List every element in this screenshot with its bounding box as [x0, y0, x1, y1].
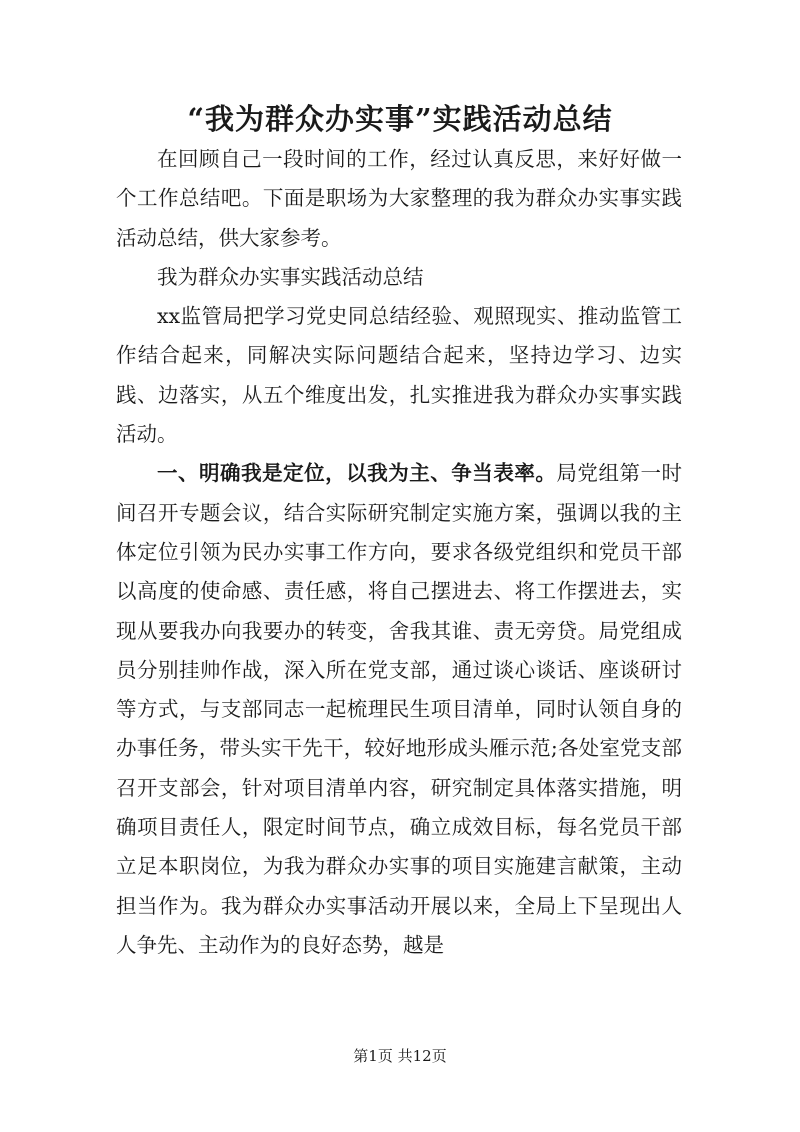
section-1-paragraph — [116, 454, 682, 965]
document-body — [116, 140, 682, 965]
document-subtitle: 我为群众办实事实践活动总结 — [157, 264, 424, 289]
section-1-heading: 一、明确我是定位，以我为主、争当表率。 — [157, 461, 557, 486]
document-title: “我为群众办实事”实践活动总结 — [187, 102, 613, 136]
page-footer: 第1页 共12页 — [353, 1047, 447, 1065]
paragraph-1: xx监管局把学习党史同总结经验、观照现实、推动监管工作结合起来，同解决实际问题结合起来，坚持边学习、边实践、边落实，从五个维度出发，扎实推进我为群众办实事实践活动。 — [116, 304, 682, 447]
section-1-text: 局党组第一时间召开专题会议，结合实际研究制定实施方案，强调以我的主体定位引领为民办实事工作方向，要求各级党组织和党员干部以高度的使命感、责任感，将自己摆进去、将工作摆进去，实现从要我办向我要办的转变，舍我其谁、责无旁贷。局党组成员分别挂帅作战，深入所在党支部，通过谈心谈话、座谈研讨等方式，与支部同志一起梳理民生项目清单，同时认领自身的办事任务，带头实干先干，较好地形成头雁示范;各处室党支部召开支部会，针对项目清单内容，研究制定具体落实措施，明确项目责任人，限定时间节点，确立成效目标，每名党员干部立足本职岗位，为我为群众办实事的项目实施建言献策，主动担当作为。我为群众办实事活动开展以来，全局上下呈现出人人争先、主动作为的良好态势，越是 — [116, 461, 683, 957]
intro-paragraph: 在回顾自己一段时间的工作，经过认真反思，来好好做一个工作总结吧。下面是职场为大家整理的我为群众办实事实践活动总结，供大家参考。 — [116, 147, 682, 250]
